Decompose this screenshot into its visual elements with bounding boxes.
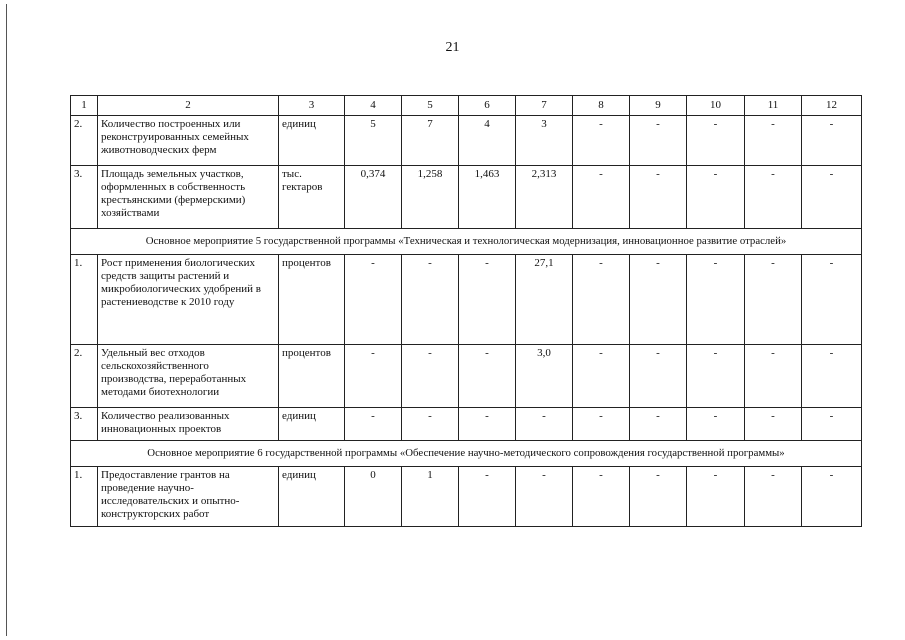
value-cell: - (573, 408, 630, 441)
value-cell: - (687, 166, 745, 229)
section-title: Основное мероприятие 6 государственной программы «Обеспечение научно-методического сопровождения государственной программы» (71, 441, 862, 467)
header-cell: 12 (802, 96, 862, 116)
value-cell: - (745, 345, 802, 408)
header-cell: 10 (687, 96, 745, 116)
value-cell: - (402, 408, 459, 441)
value-cell: - (573, 345, 630, 408)
value-cell: - (573, 166, 630, 229)
value-cell: - (802, 345, 862, 408)
value-cell: - (802, 408, 862, 441)
header-cell: 9 (630, 96, 687, 116)
indicator-name-cell: Рост применения биологических средств защиты растений и микробиологических удобрений в растениеводстве к 2010 году (98, 255, 279, 345)
value-cell: - (459, 467, 516, 527)
section-row-6 (71, 441, 862, 467)
value-cell: - (573, 467, 630, 527)
value-cell: - (802, 116, 862, 166)
value-cell: - (802, 255, 862, 345)
indicators-table (70, 95, 862, 527)
table-row (71, 467, 862, 527)
value-cell: 0,374 (345, 166, 402, 229)
page-number: 21 (445, 40, 460, 55)
row-number-cell: 2. (71, 116, 98, 166)
unit-cell: единиц (279, 467, 345, 527)
table-row (71, 255, 862, 345)
header-cell: 7 (516, 96, 573, 116)
value-cell: - (687, 467, 745, 527)
section-row-5 (71, 229, 862, 255)
value-cell: - (745, 166, 802, 229)
indicator-name-cell: Предоставление грантов на проведение научно-исследовательских и опытно-конструкторских работ (98, 467, 279, 527)
value-cell: - (459, 345, 516, 408)
value-cell: - (745, 467, 802, 527)
indicator-name-cell: Удельный вес отходов сельскохозяйственного производства, переработанных методами биотехнологии (98, 345, 279, 408)
header-cell: 6 (459, 96, 516, 116)
value-cell: 3 (516, 116, 573, 166)
header-cell: 8 (573, 96, 630, 116)
value-cell: - (745, 255, 802, 345)
value-cell: - (630, 116, 687, 166)
value-cell: 27,1 (516, 255, 573, 345)
header-cell: 1 (71, 96, 98, 116)
row-number-cell: 2. (71, 345, 98, 408)
unit-cell: единиц (279, 116, 345, 166)
value-cell: - (402, 255, 459, 345)
header-cell: 3 (279, 96, 345, 116)
value-cell: - (802, 166, 862, 229)
value-cell: - (516, 408, 573, 441)
value-cell: - (802, 467, 862, 527)
row-number-cell: 1. (71, 255, 98, 345)
value-cell: - (345, 345, 402, 408)
value-cell: - (630, 467, 687, 527)
value-cell: - (630, 345, 687, 408)
value-cell: 1 (402, 467, 459, 527)
value-cell: - (459, 255, 516, 345)
unit-cell: процентов (279, 345, 345, 408)
indicator-name-cell: Количество построенных или реконструированных семейных животноводческих ферм (98, 116, 279, 166)
value-cell: 7 (402, 116, 459, 166)
value-cell: - (687, 408, 745, 441)
table-body (71, 96, 862, 527)
header-cell: 11 (745, 96, 802, 116)
value-cell: 4 (459, 116, 516, 166)
unit-cell: тыс. гектаров (279, 166, 345, 229)
row-number-cell: 3. (71, 166, 98, 229)
value-cell: - (402, 345, 459, 408)
header-cell: 2 (98, 96, 279, 116)
page-edge-line (6, 4, 7, 636)
table-row (71, 166, 862, 229)
value-cell: - (687, 345, 745, 408)
table-row (71, 116, 862, 166)
value-cell: 5 (345, 116, 402, 166)
value-cell: 3,0 (516, 345, 573, 408)
section-title: Основное мероприятие 5 государственной программы «Техническая и технологическая модернизация, инновационное развитие отраслей» (71, 229, 862, 255)
value-cell: - (573, 255, 630, 345)
value-cell: 1,258 (402, 166, 459, 229)
value-cell: - (687, 255, 745, 345)
value-cell: - (345, 408, 402, 441)
value-cell: 1,463 (459, 166, 516, 229)
value-cell: - (573, 116, 630, 166)
header-cell: 4 (345, 96, 402, 116)
indicator-name-cell: Площадь земельных участков, оформленных в собственность крестьянскими (фермерскими) хозяйствами (98, 166, 279, 229)
value-cell: - (630, 166, 687, 229)
value-cell: - (345, 255, 402, 345)
header-cell: 5 (402, 96, 459, 116)
header-row (71, 96, 862, 116)
value-cell: - (630, 408, 687, 441)
value-cell: - (745, 116, 802, 166)
unit-cell: единиц (279, 408, 345, 441)
row-number-cell: 1. (71, 467, 98, 527)
table-row (71, 408, 862, 441)
unit-cell: процентов (279, 255, 345, 345)
value-cell: - (687, 116, 745, 166)
value-cell: - (630, 255, 687, 345)
value-cell: 0 (345, 467, 402, 527)
indicator-name-cell: Количество реализованных инновационных проектов (98, 408, 279, 441)
row-number-cell: 3. (71, 408, 98, 441)
value-cell: - (745, 408, 802, 441)
table-row (71, 345, 862, 408)
value-cell: 2,313 (516, 166, 573, 229)
value-cell: - (516, 467, 573, 527)
value-cell: - (459, 408, 516, 441)
